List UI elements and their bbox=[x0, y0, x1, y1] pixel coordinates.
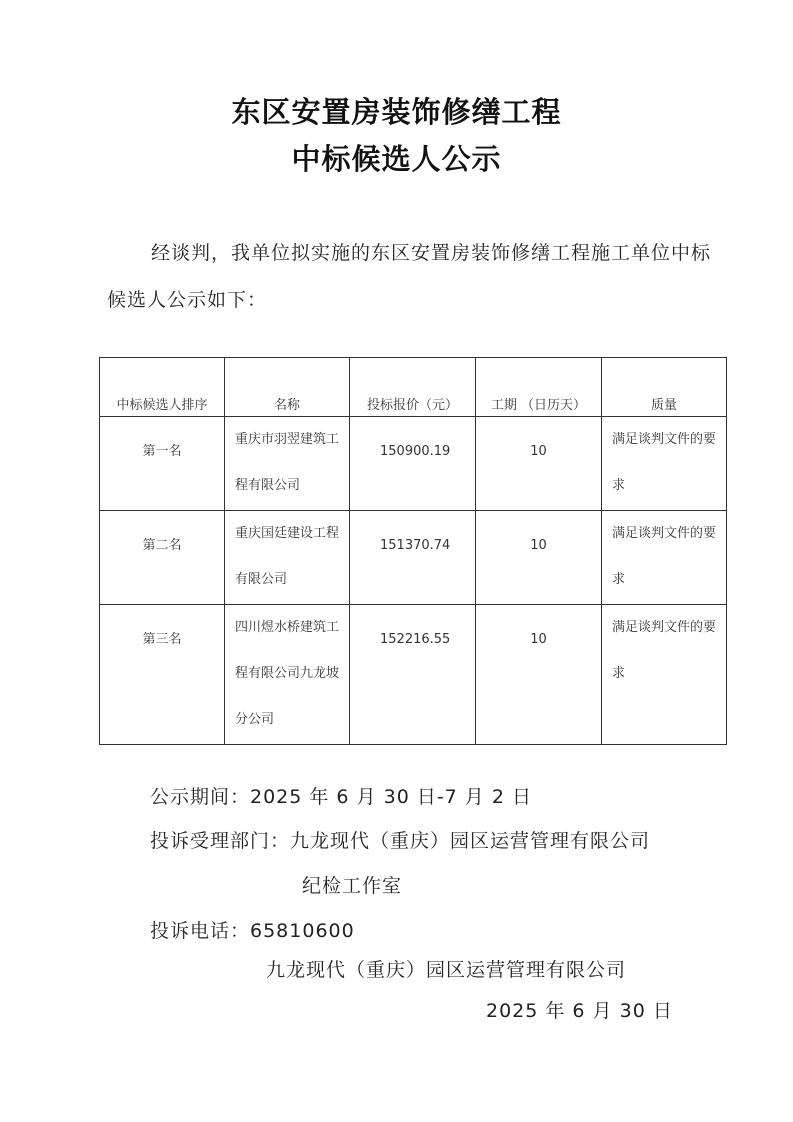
table-header-row bbox=[100, 358, 727, 417]
complaint-department: 投诉受理部门：九龙现代（重庆）园区运营管理有限公司 bbox=[150, 830, 651, 852]
complaint-department-office: 纪检工作室 bbox=[302, 875, 403, 897]
cell-rank: 第二名 bbox=[100, 511, 225, 605]
cell-duration: 10 bbox=[476, 605, 602, 745]
header-rank: 中标候选人排序 bbox=[100, 358, 225, 417]
cell-duration: 10 bbox=[476, 511, 602, 605]
table-row bbox=[100, 605, 727, 745]
notice-period: 公示期间：2025 年 6 月 30 日-7 月 2 日 bbox=[150, 786, 532, 808]
header-price: 投标报价（元） bbox=[350, 358, 476, 417]
document-title: 东区安置房装饰修缮工程 bbox=[231, 95, 562, 129]
cell-price: 150900.19 bbox=[350, 417, 476, 511]
cell-price: 151370.74 bbox=[350, 511, 476, 605]
table-row bbox=[100, 417, 727, 511]
table-row bbox=[100, 511, 727, 605]
cell-duration: 10 bbox=[476, 417, 602, 511]
header-quality: 质量 bbox=[602, 358, 727, 417]
cell-name: 重庆国廷建设工程有限公司 bbox=[225, 511, 350, 605]
issuer-name: 九龙现代（重庆）园区运营管理有限公司 bbox=[266, 959, 627, 981]
intro-paragraph: 经谈判，我单位拟实施的东区安置房装饰修缮工程施工单位中标候选人公示如下： bbox=[107, 242, 712, 311]
cell-name: 重庆市羽翌建筑工程有限公司 bbox=[225, 417, 350, 511]
issue-date: 2025 年 6 月 30 日 bbox=[486, 1000, 673, 1022]
candidates-table bbox=[99, 357, 727, 745]
complaint-phone: 投诉电话：65810600 bbox=[150, 920, 355, 942]
cell-price: 152216.55 bbox=[350, 605, 476, 745]
cell-quality: 满足谈判文件的要求 bbox=[602, 417, 727, 511]
cell-name: 四川煜水桥建筑工程有限公司九龙坡分公司 bbox=[225, 605, 350, 745]
cell-rank: 第三名 bbox=[100, 605, 225, 745]
header-duration: 工期 （日历天） bbox=[476, 358, 602, 417]
cell-quality: 满足谈判文件的要求 bbox=[602, 605, 727, 745]
document-subtitle: 中标候选人公示 bbox=[291, 142, 502, 176]
header-name: 名称 bbox=[225, 358, 350, 417]
cell-quality: 满足谈判文件的要求 bbox=[602, 511, 727, 605]
cell-rank: 第一名 bbox=[100, 417, 225, 511]
